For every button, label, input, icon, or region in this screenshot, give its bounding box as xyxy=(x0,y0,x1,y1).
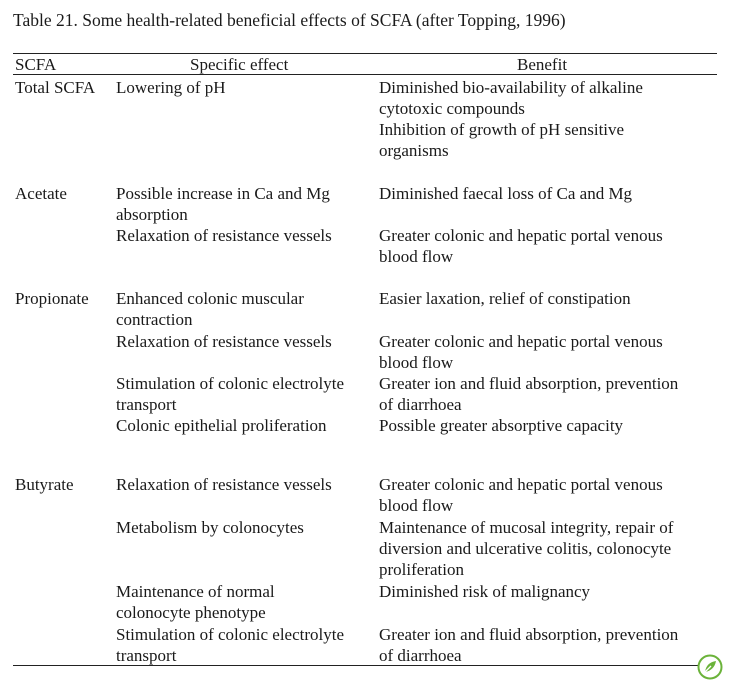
table-header-rule xyxy=(13,74,717,75)
column-header-specific-effect: Specific effect xyxy=(190,55,289,74)
table-bottom-rule xyxy=(13,665,717,666)
effect-cell: Relaxation of resistance vessels xyxy=(116,475,332,494)
effect-cell: Relaxation of resistance vessels xyxy=(116,226,332,245)
benefit-cell: Greater colonic and hepatic portal venous blood flow xyxy=(379,226,663,266)
benefit-cell: Maintenance of mucosal integrity, repair of diversion and ulcerative colitis, colonocyte proliferation xyxy=(379,518,674,579)
benefit-cell: Greater ion and fluid absorption, prevention of diarrhoea xyxy=(379,625,679,665)
effect-cell: Maintenance of normal colonocyte phenotype xyxy=(116,582,275,622)
table-top-rule xyxy=(13,53,717,54)
benefit-cell: Easier laxation, relief of constipation xyxy=(379,289,631,308)
benefit-cell: Greater colonic and hepatic portal venous blood flow xyxy=(379,332,663,372)
benefit-cell: Diminished risk of malignancy xyxy=(379,582,591,601)
effect-cell: Relaxation of resistance vessels xyxy=(116,332,332,351)
benefit-cell: Greater ion and fluid absorption, prevention of diarrhoea xyxy=(379,374,679,414)
effect-cell: Colonic epithelial proliferation xyxy=(116,416,327,435)
scfa-label-propionate: Propionate xyxy=(15,289,89,308)
effect-cell: Stimulation of colonic electrolyte transport xyxy=(116,374,345,414)
effect-cell: Metabolism by colonocytes xyxy=(116,518,304,537)
column-header-scfa: SCFA xyxy=(15,55,57,74)
scfa-label-total: Total SCFA xyxy=(15,78,96,97)
effect-cell: Stimulation of colonic electrolyte transport xyxy=(116,625,345,665)
table-caption: Table 21. Some health-related beneficial effects of SCFA (after Topping, 1996) xyxy=(13,10,566,30)
benefit-cell: Possible greater absorptive capacity xyxy=(379,416,624,435)
scfa-label-acetate: Acetate xyxy=(15,184,67,203)
column-header-benefit: Benefit xyxy=(517,55,568,74)
leaf-icon[interactable] xyxy=(697,654,723,680)
scfa-label-butyrate: Butyrate xyxy=(15,475,74,494)
benefit-cell: Diminished bio-availability of alkaline cytotoxic compounds Inhibition of growth of pH sensitive organisms xyxy=(379,78,643,160)
benefit-cell: Diminished faecal loss of Ca and Mg xyxy=(379,184,633,203)
effect-cell: Lowering of pH xyxy=(116,78,226,97)
benefit-cell: Greater colonic and hepatic portal venous blood flow xyxy=(379,475,663,515)
effect-cell: Enhanced colonic muscular contraction xyxy=(116,289,304,329)
effect-cell: Possible increase in Ca and Mg absorption xyxy=(116,184,330,224)
